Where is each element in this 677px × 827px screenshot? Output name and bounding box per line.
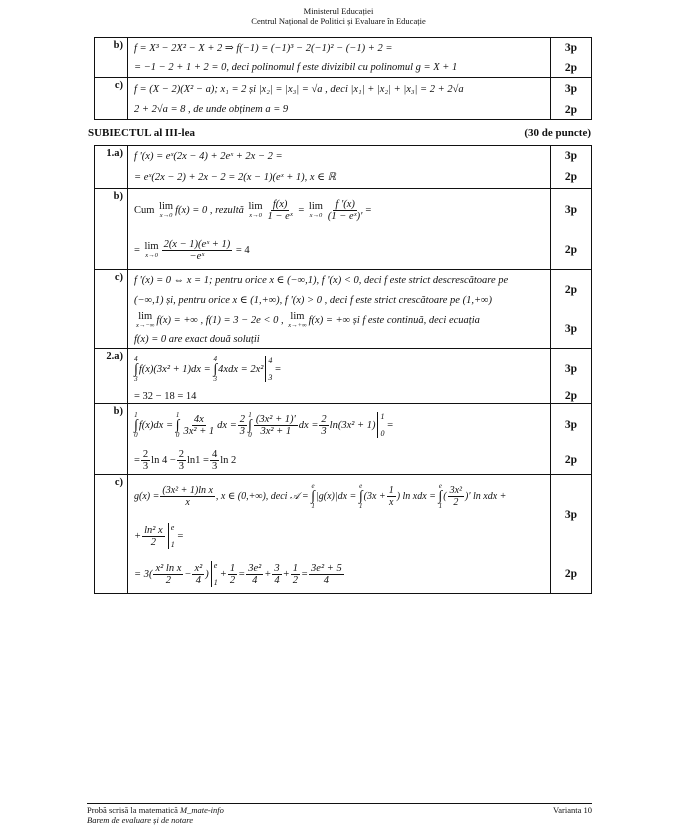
numerator: 3e² + 5 bbox=[311, 562, 342, 574]
numerator: 4 bbox=[211, 448, 218, 460]
fraction bbox=[160, 485, 215, 508]
item-body bbox=[128, 38, 551, 78]
table-row bbox=[95, 38, 592, 78]
numerator: ln² x bbox=[144, 524, 163, 536]
text: + bbox=[264, 568, 272, 580]
item-label: c) bbox=[95, 78, 128, 120]
text: ) ln xdx = bbox=[396, 490, 436, 502]
text: , x ∈ (0,+∞), deci 𝒜 = bbox=[215, 490, 309, 502]
upper-limit: 1 bbox=[248, 410, 252, 419]
numerator: (3x² + 1)' bbox=[255, 413, 296, 425]
page-header bbox=[0, 6, 677, 26]
text: = 3( bbox=[134, 568, 153, 580]
solution-line bbox=[134, 555, 550, 593]
denominator: 4 bbox=[195, 574, 201, 586]
solution-line: f(x) = 0 are exact două soluții bbox=[134, 333, 260, 345]
center-name: Centrul Național de Politici și Evaluare în Educație bbox=[251, 16, 426, 26]
solution-line: 2 + 2√a = 8 , de unde obținem a = 9 bbox=[134, 104, 289, 115]
table-row bbox=[95, 475, 592, 594]
text: dx = bbox=[298, 419, 319, 431]
text: ln(3x² + 1) bbox=[329, 419, 376, 431]
item-body bbox=[128, 349, 551, 404]
numerator: f(x) bbox=[272, 198, 288, 210]
upper-limit: 4 bbox=[213, 354, 217, 363]
upper-limit: e bbox=[311, 481, 315, 490]
text: ln1 = bbox=[187, 454, 209, 466]
integral: 4 ∫ 3 bbox=[213, 354, 218, 383]
points-value: 2p bbox=[564, 103, 578, 116]
fraction bbox=[387, 485, 396, 508]
solution-line: f '(x) = eˣ(2x − 4) + 2eˣ + 2x − 2 = bbox=[134, 150, 283, 162]
fraction bbox=[326, 199, 364, 222]
denominator: 3 bbox=[178, 460, 185, 472]
solution-line: (−∞,1) și, pentru orice x ∈ (1,+∞), f '(x) > 0 , deci f este strict crescătoare pe (1,+∞) bbox=[134, 295, 493, 306]
text: f(x)dx = bbox=[138, 419, 174, 431]
solution-line bbox=[134, 310, 550, 330]
text: ln 4 − bbox=[151, 454, 176, 466]
points-value: 2p bbox=[564, 454, 578, 466]
item-label: 2.a) bbox=[95, 349, 128, 404]
solution-line bbox=[134, 404, 550, 446]
text: f(x) = +∞ și f este continuă, deci ecuația bbox=[308, 314, 480, 326]
fraction bbox=[182, 414, 217, 437]
footer-left bbox=[87, 805, 224, 825]
fraction bbox=[192, 563, 204, 586]
item-label: b) bbox=[95, 404, 128, 475]
integral: e ∫ 1 bbox=[438, 481, 443, 510]
exam-type: Probă scrisă la matematică bbox=[87, 805, 178, 815]
lower-limit: 3 bbox=[134, 374, 138, 383]
text: f(x)(3x² + 1)dx = bbox=[138, 363, 211, 375]
limit: lim x→0 bbox=[159, 201, 174, 219]
numerator: 3e² bbox=[248, 562, 262, 574]
item-body bbox=[128, 270, 551, 349]
limit-sub: x→0 bbox=[309, 212, 323, 219]
item-label: b) bbox=[95, 38, 128, 78]
text: f(x) = +∞ , f(1) = 3 − 2e < 0 , bbox=[156, 314, 284, 326]
numerator: x² bbox=[194, 562, 203, 574]
denominator: (1 − eˣ)' bbox=[327, 210, 363, 222]
text: + bbox=[219, 568, 227, 580]
points-value: 2p bbox=[564, 568, 578, 580]
limit-sub: x→0 bbox=[249, 212, 262, 219]
upper-limit: 4 bbox=[268, 356, 273, 365]
solution-line: f '(x) = 0 ⇔ x = 1; pentru orice x ∈ (−∞,1), f '(x) < 0, deci f este strict descrescătoare pe bbox=[134, 275, 509, 286]
denominator: 3 bbox=[142, 460, 149, 472]
lower-limit: 0 bbox=[380, 429, 385, 438]
points-value: 3p bbox=[564, 419, 578, 431]
fraction bbox=[153, 563, 183, 586]
document-type: Barem de evaluare și de notare bbox=[87, 815, 193, 825]
item-body bbox=[128, 78, 551, 120]
fraction bbox=[162, 239, 233, 262]
text: = bbox=[238, 568, 246, 580]
denominator: 3x² + 1 bbox=[260, 425, 292, 437]
item-body bbox=[128, 146, 551, 189]
numerator: 1 bbox=[292, 562, 298, 574]
numerator: 1 bbox=[229, 562, 236, 574]
points-cell bbox=[551, 270, 592, 349]
text: g(x) = bbox=[134, 490, 160, 502]
solution-line bbox=[134, 446, 550, 474]
integral: e ∫ 1 bbox=[358, 481, 363, 510]
limit: lim x→−∞ bbox=[136, 311, 155, 329]
exam-profile: M_mate-info bbox=[180, 805, 224, 815]
fraction bbox=[266, 199, 295, 222]
points-cell bbox=[551, 404, 592, 475]
solution-line: = 32 − 18 = 14 bbox=[134, 390, 197, 402]
denominator: 3 bbox=[239, 425, 246, 437]
lower-limit: 0 bbox=[134, 430, 138, 439]
points-value: 3p bbox=[564, 83, 578, 95]
solution-line: = −1 − 2 + 1 + 2 = 0, deci polinomul f este divizibil cu polinomul g = X + 1 bbox=[134, 62, 458, 73]
integral: 1 ∫ 0 bbox=[175, 410, 180, 439]
solution-line: f = X³ − 2X² − X + 2 ⇒ f(−1) = (−1)³ − 2(−1)² − (−1) + 2 = bbox=[134, 43, 393, 54]
section-points: (30 de puncte) bbox=[524, 127, 591, 139]
text: = bbox=[386, 419, 394, 431]
section-title: SUBIECTUL al III-lea bbox=[88, 127, 195, 139]
exam-subject bbox=[87, 805, 224, 815]
text: ln 2 bbox=[220, 454, 237, 466]
denominator: 1 − eˣ bbox=[267, 210, 293, 222]
points-value: 3p bbox=[564, 150, 578, 162]
points-cell bbox=[551, 146, 592, 189]
numerator: 2 bbox=[178, 448, 185, 460]
points-value: 2p bbox=[564, 390, 578, 402]
points-value: 3p bbox=[564, 363, 578, 375]
upper-limit: 1 bbox=[175, 410, 180, 419]
text: (3x + bbox=[363, 490, 386, 502]
numerator: 3 bbox=[274, 562, 280, 574]
text: dx = bbox=[217, 419, 237, 431]
upper-limit: e bbox=[170, 523, 175, 532]
points-cell bbox=[551, 475, 592, 594]
text: − bbox=[184, 568, 192, 580]
points-value: 2p bbox=[564, 244, 578, 256]
fraction bbox=[238, 414, 247, 437]
integral: 1 ∫ 0 bbox=[248, 410, 252, 439]
numerator: 1 bbox=[388, 484, 394, 496]
denominator: −eˣ bbox=[189, 250, 205, 262]
points-value: 3p bbox=[564, 323, 578, 335]
table-row bbox=[95, 146, 592, 189]
text: = bbox=[134, 454, 140, 466]
limit-sub: x→0 bbox=[159, 212, 173, 219]
lower-limit: 1 bbox=[170, 540, 175, 549]
item-body bbox=[128, 475, 551, 594]
fraction bbox=[272, 563, 281, 586]
points-value: 2p bbox=[564, 171, 578, 183]
denominator: 4 bbox=[252, 574, 258, 586]
limit-sub: x→+∞ bbox=[288, 322, 307, 329]
text: + bbox=[134, 530, 142, 542]
denominator: 2 bbox=[453, 496, 459, 508]
points-value: 2p bbox=[564, 61, 578, 74]
denominator: 2 bbox=[150, 536, 157, 548]
solution-line: Cum lim x→0 f(x) = 0 , rezultă lim x→0 $\frac{f(x)}{\text{1 − eˣ}}$ = lim x→0 $\frac{f '(x)}{\text{(1 − eˣ)'}}$ = bbox=[134, 198, 372, 222]
item-label: 1.a) bbox=[95, 146, 128, 189]
upper-limit: e bbox=[213, 561, 218, 570]
item-body bbox=[128, 404, 551, 475]
numerator: 2 bbox=[142, 448, 149, 460]
limit: lim x→0 bbox=[308, 201, 323, 219]
table-row bbox=[95, 189, 592, 270]
text: Cum bbox=[134, 204, 155, 216]
fraction bbox=[291, 563, 300, 586]
evaluation-bar bbox=[377, 412, 384, 438]
upper-limit: e bbox=[438, 481, 442, 490]
lower-limit: 1 bbox=[213, 578, 218, 587]
numerator: (3x² + 1)ln x bbox=[162, 484, 213, 496]
points-cell bbox=[551, 189, 592, 270]
lower-limit: 1 bbox=[358, 501, 363, 510]
integral: 1 ∫ 0 bbox=[134, 410, 138, 439]
text: = 4 bbox=[235, 244, 250, 256]
text: + bbox=[282, 568, 290, 580]
points-value: 3p bbox=[564, 509, 578, 521]
denominator: x bbox=[185, 496, 190, 508]
fraction bbox=[448, 485, 464, 508]
numerator: 3x² bbox=[449, 484, 463, 496]
numerator: x² ln x bbox=[155, 562, 182, 574]
table-row bbox=[95, 349, 592, 404]
limit: lim x→+∞ bbox=[288, 311, 307, 329]
integral: e ∫ 1 bbox=[311, 481, 316, 510]
lower-limit: 1 bbox=[311, 501, 315, 510]
item-label: b) bbox=[95, 189, 128, 270]
subject3-table bbox=[94, 145, 592, 594]
solution-line: f = (X − 2)(X² − a); x₁ = 2 și |x₂| = |x₃| = √a , deci |x₁| + |x₂| + |x₃| = 2 + 2√a bbox=[134, 83, 464, 95]
numerator: 2 bbox=[239, 413, 246, 425]
footer-divider bbox=[87, 803, 592, 804]
fraction bbox=[319, 414, 328, 437]
text: = bbox=[365, 204, 372, 216]
fraction bbox=[309, 563, 344, 586]
upper-limit: e bbox=[359, 481, 363, 490]
fraction bbox=[246, 563, 263, 586]
numerator: 4x bbox=[193, 413, 204, 425]
fraction bbox=[228, 563, 237, 586]
denominator: 2 bbox=[292, 574, 298, 586]
text: = bbox=[300, 568, 309, 580]
limit-sub: x→−∞ bbox=[136, 322, 155, 329]
fraction bbox=[177, 449, 186, 472]
text: |g(x)|dx = bbox=[316, 490, 357, 502]
variant-label: Varianta 10 bbox=[553, 805, 592, 815]
solution-line: = lim x→0 $\frac{\text{2(x − 1)(eˣ + 1)}}{\text{−eˣ}}$ = 4 bbox=[134, 238, 250, 262]
lower-limit: 3 bbox=[213, 374, 217, 383]
limit: lim x→0 bbox=[248, 201, 263, 219]
subject2-table bbox=[94, 37, 592, 120]
solution-line bbox=[134, 475, 550, 517]
text: ) bbox=[205, 568, 209, 580]
upper-limit: 1 bbox=[380, 412, 385, 421]
solution-line bbox=[134, 517, 550, 555]
numerator: 2 bbox=[321, 413, 327, 425]
denominator: 3 bbox=[211, 460, 218, 472]
points-cell bbox=[551, 349, 592, 404]
text: ( bbox=[443, 490, 447, 502]
text: )' ln xdx + bbox=[465, 490, 507, 502]
numerator: f '(x) bbox=[335, 198, 355, 210]
numerator: 2(x − 1)(eˣ + 1) bbox=[163, 238, 231, 250]
integral: 4 ∫ 3 bbox=[134, 354, 138, 383]
solution-line: = eˣ(2x − 2) + 2x − 2 = 2(x − 1)(eˣ + 1), x ∈ ℝ bbox=[134, 172, 336, 183]
fraction bbox=[254, 414, 298, 437]
table-row bbox=[95, 270, 592, 349]
denominator: 2 bbox=[165, 574, 172, 586]
denominator: 4 bbox=[323, 574, 329, 586]
solution-line bbox=[134, 349, 550, 389]
lower-limit: 3 bbox=[268, 373, 273, 382]
points-cell bbox=[551, 78, 592, 120]
points-value: 3p bbox=[564, 204, 578, 216]
upper-limit: 4 bbox=[134, 354, 138, 363]
text: = bbox=[176, 530, 184, 542]
evaluation-bar bbox=[211, 561, 218, 587]
table-row bbox=[95, 78, 592, 120]
denominator: 2 bbox=[229, 574, 236, 586]
limit-sub: x→0 bbox=[145, 252, 158, 259]
lower-limit: 0 bbox=[248, 430, 252, 439]
denominator: 3 bbox=[321, 425, 327, 437]
lower-limit: 0 bbox=[175, 430, 180, 439]
fraction bbox=[142, 525, 165, 548]
text: = bbox=[274, 363, 282, 375]
item-label: c) bbox=[95, 270, 128, 349]
points-value: 3p bbox=[564, 42, 578, 54]
denominator: 3x² + 1 bbox=[183, 425, 215, 437]
limit: lim x→0 bbox=[144, 241, 159, 259]
evaluation-bar bbox=[168, 523, 175, 549]
denominator: 4 bbox=[274, 574, 280, 586]
lower-limit: 1 bbox=[438, 501, 443, 510]
points-value: 2p bbox=[564, 284, 578, 296]
upper-limit: 1 bbox=[134, 410, 138, 419]
text: 4xdx = 2x² bbox=[218, 363, 264, 375]
points-cell bbox=[551, 38, 592, 78]
text: f(x) = 0 , rezultă bbox=[175, 204, 244, 216]
ministry-name: Ministerul Educației bbox=[303, 6, 374, 16]
evaluation-bar bbox=[265, 356, 272, 382]
denominator: x bbox=[388, 496, 394, 508]
table-row bbox=[95, 404, 592, 475]
item-body bbox=[128, 189, 551, 270]
fraction bbox=[210, 449, 219, 472]
item-label: c) bbox=[95, 475, 128, 594]
fraction bbox=[141, 449, 150, 472]
